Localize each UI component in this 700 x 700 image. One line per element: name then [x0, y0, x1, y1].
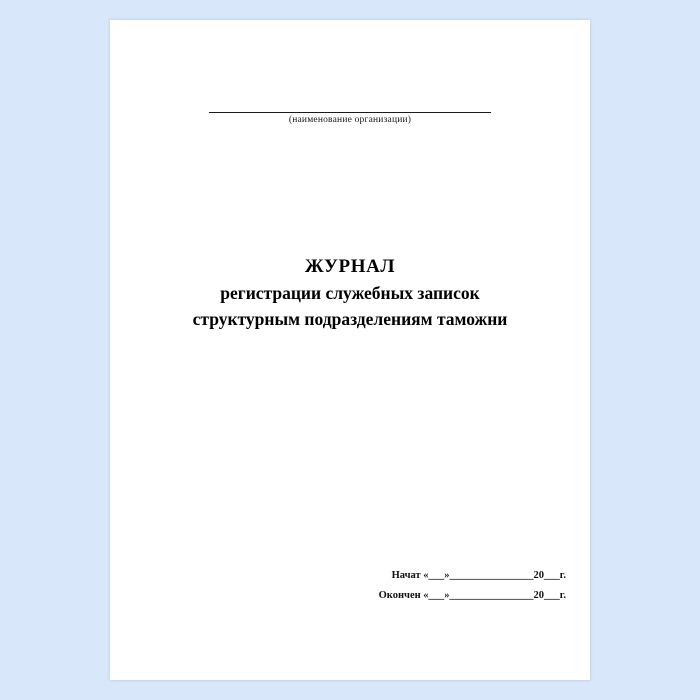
start-date-field[interactable]: Начат «___»________________20___г.	[391, 570, 566, 581]
document-page	[110, 20, 590, 680]
organization-name-blank-line[interactable]	[209, 98, 491, 113]
date-fields	[110, 566, 590, 606]
title-line-3: структурным подразделениям таможни	[192, 308, 508, 329]
organization-caption: (наименование организации)	[288, 115, 412, 125]
end-date-field[interactable]: Окончен «___»________________20___г.	[378, 589, 566, 601]
organization-field	[110, 98, 590, 125]
document-title	[110, 254, 590, 332]
title-line-1: ЖУРНАЛ	[304, 256, 396, 277]
title-line-2: регистрации служебных записок	[220, 282, 480, 303]
